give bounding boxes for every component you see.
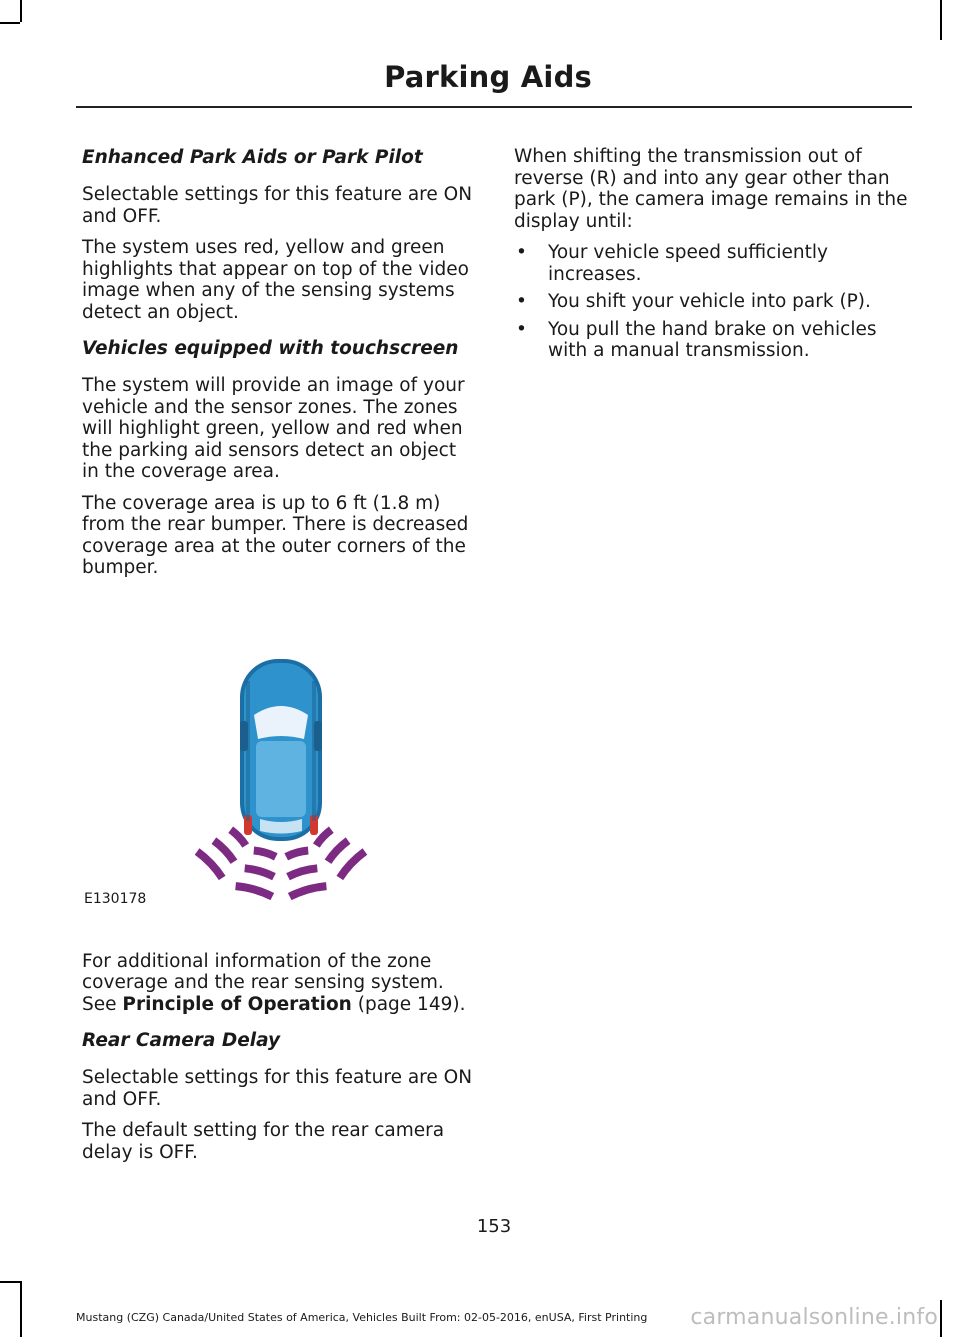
crop-mark	[0, 22, 20, 24]
figure-label: E130178	[84, 890, 147, 907]
page-number: 153	[476, 1216, 512, 1237]
paragraph: Selectable settings for this feature are ON and OFF.	[82, 184, 473, 227]
sensor-zone-segment	[231, 829, 246, 845]
watermark: carmanualsonline.info	[690, 1305, 938, 1330]
sensor-zone-segment	[328, 840, 348, 861]
header-divider	[76, 106, 912, 108]
sensor-zone-segment	[316, 829, 331, 845]
paragraph: The system uses red, yellow and green highlights that appear on top of the video image when any of the sensing systems detect an object.	[82, 237, 469, 323]
paragraph: The system will provide an image of your vehicle and the sensor zones. The zones will highlight green, yellow and red when the parking aid sensors detect an object in the coverage area.	[82, 375, 465, 482]
section-heading: Enhanced Park Aids or Park Pilot	[82, 147, 423, 168]
sensor-zone-segment	[245, 868, 274, 876]
sensor-zone-segment	[197, 851, 222, 877]
crop-mark	[20, 0, 22, 22]
bullet-icon: •	[516, 318, 527, 340]
paragraph-text: For additional information of the zone coverage and the rear sensing system. See	[82, 950, 444, 1015]
paragraph: The coverage area is up to 6 ft (1.8 m) from the rear bumper. There is decreased coverage area at the outer corners of the bumper.	[82, 492, 469, 578]
page-reference: (page 149).	[351, 993, 466, 1015]
crop-mark	[940, 0, 942, 40]
crop-mark	[940, 1300, 942, 1337]
right-column	[514, 146, 909, 368]
bullet-icon: •	[516, 291, 527, 312]
left-column	[82, 146, 477, 1173]
bullet-list	[514, 242, 909, 362]
section-heading: Vehicles equipped with touchscreen	[82, 338, 459, 359]
list-item	[514, 319, 909, 362]
crop-mark	[0, 1281, 22, 1283]
list-item	[514, 242, 909, 285]
list-item-text: You shift your vehicle into park (P).	[548, 291, 871, 312]
list-item-text: You pull the hand brake on vehicles with a manual transmission.	[548, 318, 877, 361]
car-top-view-image	[82, 589, 477, 931]
sensor-zone-segment	[286, 850, 308, 856]
crop-mark	[20, 1281, 22, 1337]
sensor-zone-segment	[288, 868, 317, 876]
car-sensor-figure	[82, 589, 477, 931]
sensor-zone-segment	[340, 851, 365, 877]
bullet-icon: •	[516, 242, 527, 263]
sensor-zone-segment	[236, 886, 273, 897]
sensor-zone-segment	[254, 850, 276, 856]
paragraph: Selectable settings for this feature are ON and OFF.	[82, 1067, 473, 1110]
paragraph: The default setting for the rear camera delay is OFF.	[82, 1120, 445, 1163]
footer-text: Mustang (CZG) Canada/United States of America, Vehicles Built From: 02-05-2016, enUSA, First Printing	[76, 1311, 648, 1324]
sensor-zone-segment	[290, 886, 327, 897]
page-title: Parking Aids	[384, 60, 592, 94]
sensor-zone-segment	[214, 840, 234, 861]
list-item	[514, 291, 909, 313]
section-heading: Rear Camera Delay	[82, 1030, 281, 1051]
paragraph: When shifting the transmission out of reverse (R) and into any gear other than park (P), the camera image remains in the display until:	[514, 146, 908, 232]
car-body	[240, 659, 322, 841]
cross-reference-link[interactable]: Principle of Operation	[122, 993, 352, 1015]
paragraph	[82, 951, 477, 1016]
list-item-text: Your vehicle speed sufficiently increases.	[548, 242, 828, 285]
